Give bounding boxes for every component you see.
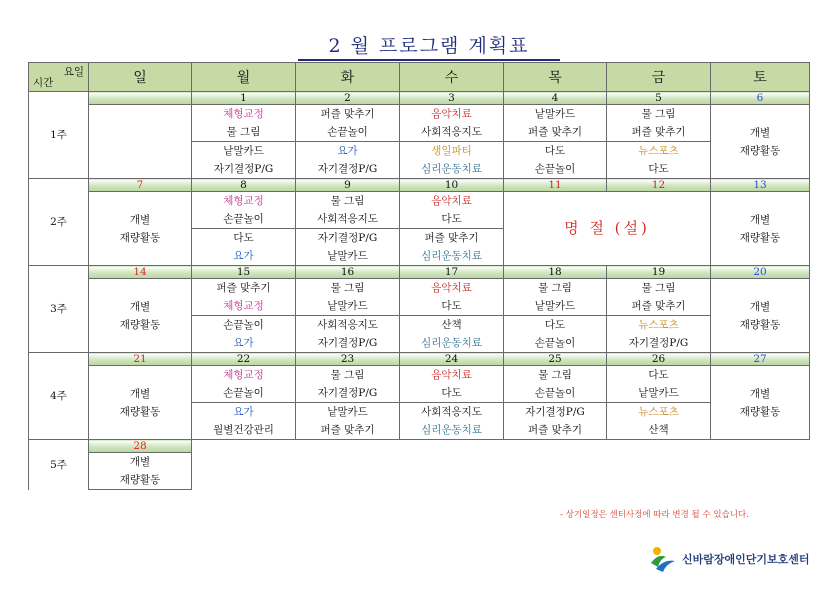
date-cell xyxy=(89,92,192,105)
activity-item: 손끝놀이 xyxy=(192,384,296,403)
date-cell: 18 xyxy=(504,266,607,279)
activity-item: 퍼즐 맞추기 xyxy=(607,123,711,142)
activity-item: 다도 xyxy=(504,142,607,161)
week-label: 1주 xyxy=(29,92,89,179)
date-cell: 4 xyxy=(504,92,607,105)
activity-item: 사회적응지도 xyxy=(296,210,400,229)
week-label: 5주 xyxy=(29,440,89,490)
activity-item: 개별 xyxy=(129,300,151,313)
activity-item: 사회적응지도 xyxy=(400,123,504,142)
activity-item: 개별 xyxy=(749,126,771,139)
day-header-sat: 토 xyxy=(711,63,810,92)
activity-item: 물 그림 xyxy=(192,123,296,142)
activity-item: 자기결정P/G xyxy=(296,334,400,353)
week-label: 4주 xyxy=(29,353,89,440)
date-cell: 1 xyxy=(192,92,296,105)
day-header-wed: 수 xyxy=(400,63,504,92)
week-1-row xyxy=(29,105,810,124)
day-header-thu: 목 xyxy=(504,63,607,92)
activity-item: 손끝놀이 xyxy=(296,123,400,142)
date-cell: 21 xyxy=(89,353,192,366)
date-cell: 22 xyxy=(192,353,296,366)
activity-item: 음악치료 xyxy=(400,105,504,124)
date-cell: 12 xyxy=(607,179,711,192)
activity-item: 다도 xyxy=(192,229,296,248)
activity-item: 자기결정P/G xyxy=(296,229,400,248)
week-2-date-row xyxy=(29,179,810,192)
activity-item: 요가 xyxy=(192,403,296,422)
activity-item: 물 그림 xyxy=(504,279,607,298)
day-header-mon: 월 xyxy=(192,63,296,92)
header-row xyxy=(29,63,810,92)
activity-item: 손끝놀이 xyxy=(192,316,296,335)
activity-item: 재량활동 xyxy=(119,318,161,331)
activity-item: 손끝놀이 xyxy=(504,160,607,179)
activity-item: 퍼즐 맞추기 xyxy=(400,229,504,248)
activity-item: 생일파티 xyxy=(400,142,504,161)
activity-cell-sat xyxy=(711,366,810,440)
date-cell: 8 xyxy=(192,179,296,192)
date-cell: 25 xyxy=(504,353,607,366)
day-header-fri: 금 xyxy=(607,63,711,92)
activity-item: 낱말카드 xyxy=(504,105,607,124)
activity-item: 물 그림 xyxy=(296,366,400,385)
activity-item: 낱말카드 xyxy=(607,384,711,403)
activity-item: 퍼즐 맞추기 xyxy=(504,123,607,142)
activity-item: 낱말카드 xyxy=(192,142,296,161)
date-cell: 26 xyxy=(607,353,711,366)
center-name: 신바람장애인단기보호센터 xyxy=(682,553,810,566)
activity-item: 요가 xyxy=(192,247,296,266)
activity-item: 퍼즐 맞추기 xyxy=(192,279,296,298)
activity-item: 낱말카드 xyxy=(296,403,400,422)
date-cell: 9 xyxy=(296,179,400,192)
activity-item: 개별 xyxy=(749,213,771,226)
activity-item: 재량활동 xyxy=(119,405,161,418)
activity-item: 심리운동치료 xyxy=(400,334,504,353)
activity-item: 다도 xyxy=(607,160,711,179)
corner-cell xyxy=(29,63,89,92)
activity-item: 개별 xyxy=(749,300,771,313)
activity-item: 뉴스포츠 xyxy=(607,403,711,422)
date-cell: 20 xyxy=(711,266,810,279)
date-cell: 17 xyxy=(400,266,504,279)
activity-item: 체형교정 xyxy=(192,105,296,124)
activity-item: 심리운동치료 xyxy=(400,421,504,440)
activity-item: 체형교정 xyxy=(192,366,296,385)
date-cell: 28 xyxy=(89,440,192,453)
corner-time-label: 시간 xyxy=(33,77,54,89)
week-label: 3주 xyxy=(29,266,89,353)
activity-item: 월별건강관리 xyxy=(192,421,296,440)
date-cell: 5 xyxy=(607,92,711,105)
date-cell: 11 xyxy=(504,179,607,192)
week-3-row xyxy=(29,279,810,298)
activity-item: 물 그림 xyxy=(504,366,607,385)
activity-item: 개별 xyxy=(129,387,151,400)
activity-item: 재량활동 xyxy=(739,144,781,157)
activity-cell-sun xyxy=(89,279,192,353)
activity-cell-empty xyxy=(89,105,192,179)
activity-item: 퍼즐 맞추기 xyxy=(296,105,400,124)
activity-item: 음악치료 xyxy=(400,366,504,385)
schedule-note: - 상기일정은 센터사정에 따라 변경 될 수 있습니다. xyxy=(560,510,749,520)
activity-item: 다도 xyxy=(400,210,504,229)
week-4-date-row xyxy=(29,353,810,366)
activity-item: 퍼즐 맞추기 xyxy=(504,421,607,440)
week-4-row xyxy=(29,366,810,385)
date-cell: 23 xyxy=(296,353,400,366)
activity-item: 자기결정P/G xyxy=(296,160,400,179)
date-cell: 16 xyxy=(296,266,400,279)
week-5-date-row xyxy=(29,440,810,453)
empty-cell xyxy=(192,440,810,490)
activity-item: 체형교정 xyxy=(192,192,296,211)
activity-item: 자기결정P/G xyxy=(504,403,607,422)
date-cell: 6 xyxy=(711,92,810,105)
activity-item: 자기결정P/G xyxy=(192,160,296,179)
activity-item: 손끝놀이 xyxy=(504,334,607,353)
activity-item: 다도 xyxy=(400,384,504,403)
date-cell: 27 xyxy=(711,353,810,366)
activity-item: 음악치료 xyxy=(400,279,504,298)
activity-item: 낱말카드 xyxy=(296,297,400,316)
date-cell: 7 xyxy=(89,179,192,192)
activity-item: 산책 xyxy=(607,421,711,440)
activity-item: 퍼즐 맞추기 xyxy=(296,421,400,440)
activity-item: 음악치료 xyxy=(400,192,504,211)
date-cell: 14 xyxy=(89,266,192,279)
activity-cell-sat xyxy=(711,105,810,179)
activity-item: 물 그림 xyxy=(296,192,400,211)
activity-item: 재량활동 xyxy=(739,318,781,331)
activity-item: 개별 xyxy=(129,213,151,226)
activity-item: 개별 xyxy=(89,453,192,472)
activity-item: 심리운동치료 xyxy=(400,160,504,179)
page-title: 2 월 프로그램 계획표 xyxy=(298,33,560,61)
date-cell: 19 xyxy=(607,266,711,279)
activity-item: 낱말카드 xyxy=(296,247,400,266)
week-label: 2주 xyxy=(29,179,89,266)
week-3-date-row xyxy=(29,266,810,279)
day-header-sun: 일 xyxy=(89,63,192,92)
holiday-cell xyxy=(504,192,711,266)
activity-item: 뉴스포츠 xyxy=(607,142,711,161)
activity-item: 재량활동 xyxy=(739,231,781,244)
activity-item: 물 그림 xyxy=(296,279,400,298)
activity-item: 손끝놀이 xyxy=(192,210,296,229)
activity-item: 요가 xyxy=(296,142,400,161)
activity-item: 요가 xyxy=(192,334,296,353)
activity-item: 물 그림 xyxy=(607,105,711,124)
date-cell: 3 xyxy=(400,92,504,105)
corner-day-label: 요일 xyxy=(63,66,84,78)
activity-item: 심리운동치료 xyxy=(400,247,504,266)
activity-item: 재량활동 xyxy=(89,471,192,490)
holiday-label: 명 절 (설) xyxy=(564,218,650,237)
activity-cell-sat xyxy=(711,192,810,266)
activity-item: 다도 xyxy=(504,316,607,335)
activity-item: 손끝놀이 xyxy=(504,384,607,403)
activity-item: 자기결정P/G xyxy=(607,334,711,353)
activity-item: 재량활동 xyxy=(739,405,781,418)
week-1-date-row xyxy=(29,92,810,105)
center-brand xyxy=(648,545,810,573)
activity-item: 낱말카드 xyxy=(504,297,607,316)
activity-cell-sun xyxy=(89,192,192,266)
date-cell: 10 xyxy=(400,179,504,192)
activity-item: 퍼즐 맞추기 xyxy=(607,297,711,316)
activity-item: 체형교정 xyxy=(192,297,296,316)
activity-cell-sat xyxy=(711,279,810,353)
day-header-tue: 화 xyxy=(296,63,400,92)
date-cell: 2 xyxy=(296,92,400,105)
date-cell: 24 xyxy=(400,353,504,366)
activity-item: 자기결정P/G xyxy=(296,384,400,403)
date-cell: 15 xyxy=(192,266,296,279)
activity-item: 물 그림 xyxy=(607,279,711,298)
activity-item: 개별 xyxy=(749,387,771,400)
activity-item: 다도 xyxy=(400,297,504,316)
activity-item: 다도 xyxy=(607,366,711,385)
schedule-table xyxy=(28,62,810,490)
center-logo-icon xyxy=(648,545,678,573)
activity-item: 사회적응지도 xyxy=(296,316,400,335)
activity-item: 사회적응지도 xyxy=(400,403,504,422)
date-cell: 13 xyxy=(711,179,810,192)
activity-item: 재량활동 xyxy=(119,231,161,244)
activity-item: 뉴스포츠 xyxy=(607,316,711,335)
activity-item: 산책 xyxy=(400,316,504,335)
activity-cell-sun xyxy=(89,366,192,440)
week-2-row xyxy=(29,192,810,211)
